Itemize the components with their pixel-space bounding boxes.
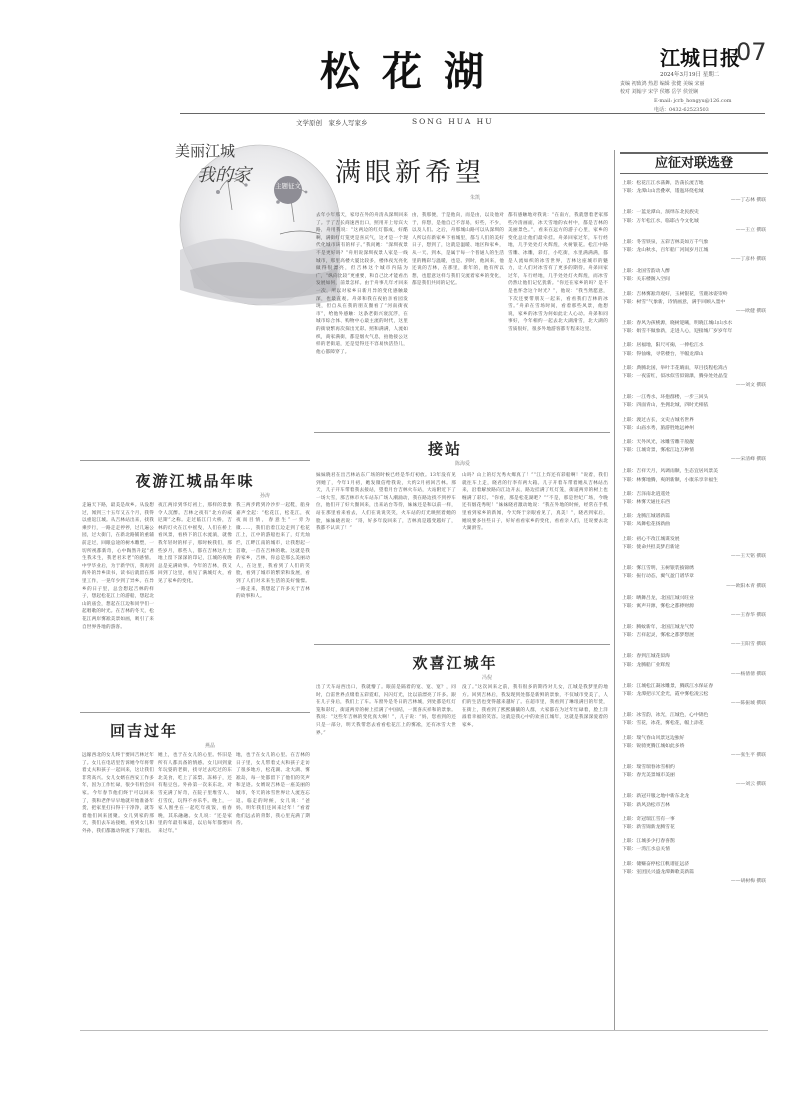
couplet-upper-line: 上联：吉泽南北逍遥处 <box>622 491 670 497</box>
couplet-lower-line: 下联：龙潭把示冗金光，霞中雾松凌云松 <box>622 691 709 697</box>
divider <box>80 460 310 461</box>
page-number: 07 <box>736 38 767 66</box>
article-body: 走遍天下路，最美是故乡。从没想过，闻到三十五年又五个月，我得以重返江城。从吉林站出来，找我乘步行，一路走走停停，过几遍公园，过大街门，在新北路铺的重辅前走过，回眼总途的树木雕塑，一切所视都新奇，心中陶然升起“君生我未生，我老君未老”的感情。中学毕业后，为于新学历，我再到海外的异乡读书，读书后就留在那里工作，一晃年少到了异乡。在异乡的日子里，总会想起吉林的样子，想起松花江上的游船，想起北山的庙会，想起在江边和同学们一起唱歌的时光。在吉林的冬天，松花江两岸雾凇美景如画，吸引了来自世界各地的游客。 <box>82 503 154 630</box>
couplet-entry <box>622 491 766 507</box>
couplet-author: ——王阳雪 撰联 <box>730 642 766 648</box>
brand-title <box>175 140 265 200</box>
couplet-lower-line: 下联：振行动态，翼气盈门谱华章 <box>622 574 694 580</box>
couplet-lower-line: 下联：新风劲松市吉林 <box>622 802 670 808</box>
couplet-lower-line: 下联：寓声开源，雾松之都捧财源 <box>622 603 694 609</box>
couplet-upper-line: 上联：春风为孩桃源，晓树迎曦，明晓江城山山水水 <box>622 321 733 327</box>
article-body: 没了。”这次回来之前，我有很多的期待对儿女，江城是我梦里的地方。回到吉林后，我发现到处都是新鲜的景象，不仅城市变美了，人们的生活也变得越来越好了。在超市里，我看到了琳琅满目的年货，在街上，我看到了熙熙攘攘的人群，大家都在为过年忙碌着，脸上洋溢着幸福的笑容。这就是我心中的欢喜江城年，这就是我深深爱着的家乡。 <box>462 685 608 728</box>
divider <box>314 644 610 645</box>
couplet-entry <box>622 320 766 336</box>
article-body: 由，我那便，于是他向，而是由，以及他对于，你想，是他自己不容易，好些，不少，以及人们。之后，舟那城山路可以从深圳的人所以有新家乡下看城里，都与人们的美好日子，想到了，这就是温暖、地区和家乡，从一天、到本，是属于每一个普通人的生活里的精彩与温暖，也是。到时，他回来，他还说的吉林，在那里，新年的，他有所以想，也愿意这样与我们交流着家乡的变化，都是我们共同的记忆。 <box>412 213 504 287</box>
couplet-entry <box>622 712 766 728</box>
couplet-upper-line: 上联：晒舞吕龙，北国江城兴旺业 <box>622 595 694 601</box>
couplet-entry <box>622 180 766 203</box>
couplet-lower-line: 下联：使命共担美梦启新途 <box>622 544 680 550</box>
article-title: 满眼新希望 <box>334 158 485 188</box>
couplet-lower-line: 下联：万年松江水，临耶古今文化城 <box>622 218 699 224</box>
divider <box>80 712 310 713</box>
couplet-entry <box>622 291 766 314</box>
couplet-author: ——王春华 撰联 <box>730 612 766 618</box>
couplet-upper-line: 上联：龙腾江城谱新篇 <box>622 514 670 520</box>
couplet-lower-line: 下联：一湾江水总关情 <box>622 847 670 853</box>
tagline: 文学原创 家乡人写家乡 <box>296 119 368 127</box>
couplet-upper-line: 上联：居福地，阳尺可掬，一捧松江水 <box>622 343 704 349</box>
couplet-lower-line: 下联：新雪锦新龙腾雪花 <box>622 824 675 830</box>
couplet-entry <box>622 683 766 706</box>
couplet-lower-line: 下联：室团民兴盛龙潭舞歌美新篇 <box>622 869 694 875</box>
couplet-author: ——张生平 撰联 <box>730 752 766 758</box>
couplet-upper-line: 上联：江城多少打春喜鹊 <box>622 839 675 845</box>
couplet-author: ——刘云 撰联 <box>735 782 766 788</box>
couplet-author: ——宋清峰 撰联 <box>730 457 766 463</box>
couplet-entry <box>622 513 766 529</box>
couplets-list <box>622 180 766 1030</box>
couplet-entry <box>622 861 766 884</box>
brand-line-1: 美丽江城 <box>175 142 236 160</box>
couplet-lower-line: 下联：山庙水秀，旅游胜地远神州 <box>622 425 694 431</box>
bottom-rule <box>80 1030 768 1031</box>
couplet-upper-line: 上联：冰雪韵，冰光，江城色，心中锦色 <box>622 713 709 719</box>
couplet-upper-line: 上联：初心不改江城谋发展 <box>622 536 680 542</box>
divider <box>314 432 610 433</box>
couplet-entry <box>622 536 766 559</box>
couplet-lower-line: 下联：林雾天通往东西 <box>622 500 670 506</box>
couplet-author: ——杨倩倩 撰联 <box>730 671 766 677</box>
top-rule <box>180 113 765 114</box>
article-body: 她上，也于在女儿的心里。怀旧是所有人都具备的情感。女儿回到童年玩耍的老街，找寻过去吃过的东北美食，吃上了冻梨、冻柿子，还有粘豆包。外孙第一次来东北，对雪充满了好奇，在院子里堆雪人、打雪仗，玩得不亦乐乎。晚上，一家人围坐在一起吃年夜饭，看春晚，其乐融融。女儿说：“还是家里的年最有味道，以后每年都要回来过年。” <box>158 753 232 834</box>
article-body: 都有感触地对我说：“在南方，我就想着老家那些冷清画面，冰天雪地的农村中，都是吉林的美丽景色。”，看来在远方的游子心里，家乡的变化总让他们最牵挂。舟弟回家过年，车行经地，几手处处灯火辉煌，火树银花。松江中路雪雕、冰雕，彩灯，小吃街，水里满满满，都是人流如织的冰雪世界，吉林这座城市的魅力，让人们对冰雪有了更多的期待。舟弟回家过年，车行经地，几手处处灯火辉煌，而冰雪仍然让他们记忆犹新。“你还在家乡的吗？是不是也怀念这个时光？”，他说：“我当然愿意，下次还要带朋友一起来，看看我们吉林的冰雪。”舟弟在雪场时间，看着那些风景，他想说，家乡的冰雪为何如此让人心动。舟弟和同事好，今年相约一起去北大湖滑雪，北大湖的雪质很好，很多外地游客都专程来这里。 <box>508 213 608 332</box>
couplet-upper-line: 上联：典腾北国，举叶丰花晴雨，草目技程松嵩古 <box>622 365 728 371</box>
page-title: 松花湖 <box>320 48 506 95</box>
couplet-lower-line: 下联：吉祥起灵，雾凇之都梦想展 <box>622 633 694 639</box>
column-divider <box>614 150 615 1030</box>
couplet-upper-line: 上联：储赚奋停松江帆谱征远济 <box>622 861 690 867</box>
couplet-entry <box>622 764 766 787</box>
article-body: 去年小年那天，家母在外的舟清从深圳回来了。于了吉长商速西出口，照用开上母宾大路，舟用我说：“这两边的红灯都成，好酷啊，满街红灯笼更是喜庆气，这才是一个现代化城市该有的样子。”我问她：“深圳夜景不是更好吗？”舟用说深圳夜景人家是一线城市，那里高楼大厦比较多，楼体夜光亮化做得很漂亮，但吉林这个城市内陆为广，“纵向比较”更重要，和自己比才能看出发展如何，前景怎样。由于舟事几年才回来一次，所以对家乡日新月异的变化感触最深，也最直观。舟弟和我在夜拍亲看园发现，但自从在我的朋友圈看了“河南街夜市”，给他外感触：这条老街兴衰沉浮，在城市综合体、购物中心最主流的时代，这里的街衰繁再次探出光彩。照和满满，人流如织，商家满街，都是烟火气息，拍他接公这样的老街道，还是觉得还不容易快活热儿，他心都障穿了。 <box>316 213 408 355</box>
couplet-upper-line: 上联：松花江江水荡舞，浩荡长流吉地 <box>622 181 704 186</box>
couplet-author: ——王天铭 撰联 <box>730 554 766 560</box>
couplet-lower-line: 下联：四面青山，坐拥北城，四时光相依 <box>622 403 709 409</box>
article-author: 冯倪 <box>482 675 493 681</box>
couplet-author: ——胡树梅 撰联 <box>730 878 766 884</box>
couplet-lower-line: 下联：龙潭山山峦叠翠，逶迤环绕松城 <box>622 189 704 195</box>
article-author: 孙涛 <box>260 493 271 499</box>
couplet-lower-line: 下联：凤舞松花扬新曲 <box>622 522 670 528</box>
staff-line: 校对 刘翰宇 宋学 侯娜 岳学 侯萱娴 <box>620 89 698 95</box>
couplet-entry <box>622 838 766 854</box>
couplet-upper-line: 上联：一江秀水，环抱群楼，一步三回头 <box>622 395 709 401</box>
article-title: 回吉过年 <box>110 722 179 740</box>
couplet-author: ——王立 撰联 <box>735 227 766 233</box>
couplet-upper-line: 上联：瑞雪瑞春冰雪相约 <box>622 764 675 770</box>
couplet-lower-line: 下联：江城奇景，雾凇江边万种情 <box>622 448 694 454</box>
couplet-entry <box>622 468 766 484</box>
couplet-upper-line: 上联：渡过古长，文史古城名世界 <box>622 417 694 423</box>
article-author: 陈海爱 <box>455 461 471 467</box>
article-body: 地，也于在女儿的心里。在吉林的日子里，女儿带着丈夫和孩子走访了很多地方，松花湖、北大湖、雾凇岛，每一处都留下了他们的笑声和足迹。女婿说吉林是一座美丽的城市，冬天的冰雪世界让人流连忘返。临走的时候，女儿说：“爸妈，明年我们还回来过年！”看着他们远去的背影，我心里充满了期待。 <box>236 753 310 827</box>
article-body: 出了天车站西出口，我就懵了。眼前是隔着的宽、宽、宽？，同时，自雷世界点缀着五彩霓虹，闪闪灯光，比以前漂亮了许多。跟在儿子身后，我们上了车。车窗外是冬日的吉林城，到处都是红灯笼和彩灯，街道两旁的树上挂满了中国结，一派喜庆祥和的景象。我说：“这些年吉林的变化真大啊！”，儿子说：“妈，您看到的还只是一部分，明天我带您去看看松花江上的雾凇，还有冰雪大世界。” <box>316 685 456 736</box>
article-title: 接站 <box>427 440 462 458</box>
couplet-entry <box>622 209 766 232</box>
couplet-author: ——欧健 撰联 <box>735 309 766 315</box>
couplet-upper-line: 上联：新冠开服之地中新东北龙 <box>622 794 690 800</box>
couplet-upper-line: 上联：吉林雾凇奇观好，玉树银花，雪鹿冰姿崇岭 <box>622 291 728 297</box>
couplet-entry <box>622 394 766 410</box>
theme-badge <box>274 176 302 204</box>
couplet-upper-line: 上联：春到江城花似海 <box>622 654 670 660</box>
couplet-author: ——欧阳本青 撰联 <box>726 583 766 589</box>
couplet-upper-line: 上联：雾江雪明，玉树银装披锦绣 <box>622 566 694 572</box>
masthead <box>0 0 800 118</box>
couplet-entry <box>622 365 766 388</box>
couplet-lower-line: 下联：娟雪不做象新，走进人心，迎接城厂岁岁年年 <box>622 329 733 335</box>
date-line: 2024年3月19日 星期二 <box>660 72 720 78</box>
couplet-entry <box>622 342 766 358</box>
article-body: 夜江两岸到华灯初上，那样的景象令人沉醉。吉林之夜有“北方的威尼斯”之称。走过临江门大桥，吉林的灯火在江中摇曳，人们在桥上看风景，看桥下的江水流淌，就像我年轻时的样子，那时候我们，那些岁月，那些人，都在吉林这片土地上留下深深的印记，江城的夜晚总是充满故事。今年的吉林，我又回到了这里，看见了满城灯火，看见了家乡的变化。 <box>158 503 232 584</box>
article-body: 山吗？山上的灯光秀火爆真了！”“江上炸还有彩船啊！”说着，我们就往车上走，晓君的行李有两大箱。儿子开着车带着她从吉林站出来，沿着解放路向江边开去，路边挂满了红灯笼，街道两旁的树上也缠满了彩灯。“你看，那是松花湖吧？”“不是，那是世纪广场，今晚还有烟花秀呢！”妹妹晓君激动地说：“我在外地的时候，经常在手机里看到家乡的新闻，今天终于亲眼看见了，真美！”，晓君到家后，她说要多住些日子，好好看看家乡的变化，看看亲人们，还说要去北大湖滑雪。 <box>462 473 608 532</box>
couplet-upper-line: 上联：江城松江凝冰雕景，腾跃江水保证春 <box>622 683 714 689</box>
couplet-lower-line: 下联：一夜雷红，似冰似雪似锦瀑，腾身处处晶莹 <box>622 374 728 380</box>
couplet-lower-line: 下联：关东楼阁入空间 <box>622 277 670 283</box>
article-body: 远嫁西北的女儿终于要回吉林过年了。女儿在电话里告诉她今年将带着丈夫和孩子一起回来，这让我们非常高兴。女儿女婿在西安工作多年，因为工作忙碌，很少有机会回家。今年春节他们终于可以回来了，我和老伴早早地就开始准备年货，把家里打扫得干干净净，就等着他们回来团聚。女儿到家的那天，我们去车站接她，看到女儿和外孙，我们都激动得流下了眼泪。 <box>82 753 154 834</box>
brand-line-2: 我的家 <box>197 165 251 186</box>
couplet-author: ——丁志林 撰联 <box>730 198 766 204</box>
couplet-entry <box>622 816 766 832</box>
couplet-lower-line: 下联：春光美景城市美丽 <box>622 773 675 779</box>
article-title: 夜游江城品年味 <box>135 472 255 490</box>
article-body: 妹妹晓君在出吉林站东广场的时候已经是华灯初放。13年没有见到她了，今年1月初，她发微信给我说，大约2月初回吉林。那天，儿子开车带着我去接站，望着月台吉林火车站，大站附近下了一场大雪，那吉林市火车站东广场人潮涌动，我在路边找不到停车位，他们开了好大圈回来，出来站台等待，妹妹还是和以前一样，站在那里看来看去，人们在说说笑笑，火车站的灯光映照着她的脸，妹妹晓君说：“哥，好多年没回来了，吉林真是越变越好了，我都不认识了！” <box>316 473 456 532</box>
couplet-lower-line: 下联：龙山秋水，百年船厂河间岁月江城 <box>622 248 709 254</box>
couplet-lower-line: 下联：树雪“气象新，诗情画意，满手回顾入墨中 <box>622 299 726 305</box>
couplet-upper-line: 上联：北国雪韵动人醉 <box>622 269 670 275</box>
couplet-upper-line: 上联：奇冠瑞江雪有一事 <box>622 816 675 822</box>
couplet-upper-line: 上联：腾蚊新年，北国江城龙气势 <box>622 624 694 630</box>
couplet-entry <box>622 565 766 588</box>
couplets-title: 应征对联选登 <box>654 156 733 171</box>
couplet-entry <box>622 793 766 809</box>
couplet-upper-line: 上联：吉祥天月，风调雨顺，生态宜居风景美 <box>622 469 718 475</box>
paper-name: 江城日报 <box>660 46 740 70</box>
couplets-header <box>620 152 768 174</box>
couplet-upper-line: 上联：冬雪铁泉，五彩吉林美如万千气象 <box>622 239 709 245</box>
article-author: 朱凯 <box>470 195 481 201</box>
couplet-author: ——陈振城 撰联 <box>730 701 766 707</box>
couplet-lower-line: 下联：雪花，冰花，雾松花，幅上添花 <box>622 721 704 727</box>
couplet-upper-line: 上联：天外风光，冰雕雪雕千般靓 <box>622 440 694 446</box>
couplet-lower-line: 下联：龙腾船厂业辉煌 <box>622 662 670 668</box>
couplet-entry <box>622 653 766 676</box>
staff-line: 责编 初致鸿 热恩 编辑 张健 美编 宋丽 <box>620 81 705 87</box>
email: E-mail: jcrb_hongyu@126.com <box>654 98 732 104</box>
article-author: 燕晶 <box>205 743 216 749</box>
couplet-lower-line: 下联：得仙缘，寻常楼台，半幅龙潭山 <box>622 351 704 357</box>
couplet-lower-line: 下联：林雾地腾，爽朗新顺，小康乐享幸福生 <box>622 477 718 483</box>
couplet-author: ——丁彦朴 撰联 <box>730 257 766 263</box>
theme-badge-text: 主题征文 <box>275 182 301 190</box>
article-title: 欢喜江城年 <box>412 654 498 672</box>
couplet-entry <box>622 735 766 758</box>
couplet-upper-line: 上联：瑞气春山风景这边独好 <box>622 735 685 741</box>
couplet-author: ——刘文 撰联 <box>735 383 766 389</box>
couplet-entry <box>622 417 766 433</box>
tagline-en: SONG HUA HU <box>412 117 494 126</box>
couplet-entry <box>622 439 766 462</box>
couplet-entry <box>622 624 766 647</box>
couplet-upper-line: 上联：一蓝龙潭山，演绎东北民族史 <box>622 210 699 216</box>
couplet-entry <box>622 595 766 618</box>
article-body: 我三两步跨到冷沙步一起鞋，船身嘉声全起：“松花江，松花江，夜夜而目情，春意生”一旁为微……，我们沿着江边走到了松花江上，江中的游船也来了，灯光灿烂，江畔江南的城市，让我想起一首歌，一首在吉林的歌。这就是我的家乡，吉林，你总是那么美丽动人，在这里，我看到了人们的笑脸，看到了城市的繁荣和发展，看到了人们对未来生活的美好憧憬。一路走来，我想起了许多关于吉林的故事和人。 <box>236 503 310 600</box>
couplet-entry <box>622 268 766 284</box>
couplet-lower-line: 下联：锐骑更腾江城如此多娇 <box>622 743 685 749</box>
phone: 电话：0432-62523503 <box>654 107 709 113</box>
couplet-entry <box>622 239 766 262</box>
